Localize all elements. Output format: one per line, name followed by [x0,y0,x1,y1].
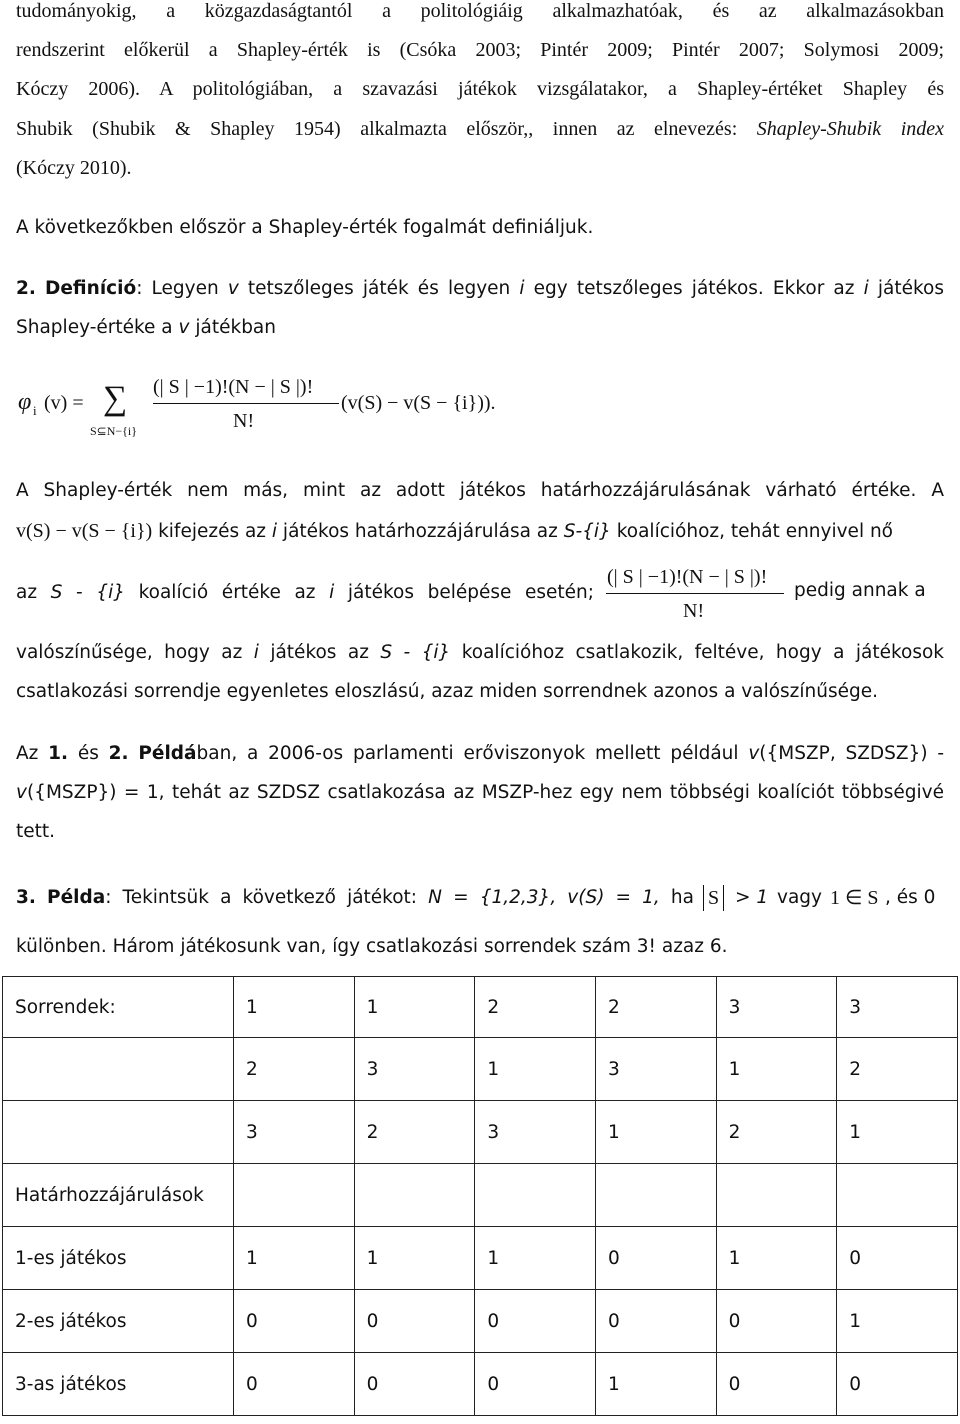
table-cell: 2-es játékos [3,1290,234,1353]
table-cell [234,1164,355,1227]
text-span: Shapley-értéke a [16,317,179,338]
p1-line-2: rendszerint előkerül a Shapley-érték is (Csóka 2003; Pintér 2009; Pintér 2007; Solymosi 2009; [16,39,944,61]
text-span: játékos [868,278,944,299]
index-name: Shapley-Shubik index [756,118,945,140]
greater-than-one: > 1 [735,887,769,908]
formula-rest: (v(S) − v(S − {i})). [341,392,496,414]
table-cell: 0 [234,1290,355,1353]
table-cell: 1-es játékos [3,1227,234,1290]
inline-expression: v(S) − v(S − {i}) [16,520,153,542]
table-cell: 0 [716,1353,837,1416]
fraction2-numerator: (| S | −1)!(N − | S |)! [607,566,768,588]
fraction-bar [153,403,339,404]
var-i: i [271,521,278,542]
text-and-zero: , és 0 [885,887,936,908]
phi-subscript: i [33,403,37,418]
table-cell: 1 [595,1353,716,1416]
bold-ref: 1. [48,743,69,764]
table-cell: 1 [354,977,475,1038]
definition-line-1 [16,276,944,302]
example-title: Példa [47,887,106,908]
table-cell: 3 [837,977,958,1038]
var-i: i [253,642,259,663]
text-span: ban, a 2006-os parlamenti erőviszonyok mellett például [196,743,749,764]
table-cell: 3 [234,1101,355,1164]
var-i: i [519,278,525,299]
table-cell: 3-as játékos [3,1353,234,1416]
table-cell: 0 [354,1290,475,1353]
table-cell: 3 [595,1038,716,1101]
text-span: : Tekintsük a következő játékot: [105,887,429,908]
bold-ref: Példá [138,743,197,764]
fraction-numerator: (| S | −1)!(N − | S |)! [153,376,314,398]
table-cell [354,1164,475,1227]
fraction2-denominator: N! [683,600,705,622]
table-cell: 2 [716,1101,837,1164]
table-cell [595,1164,716,1227]
text-or: vagy [777,887,822,908]
sum-subscript: S⊆N−{i} [90,424,138,438]
var-v: v [227,278,239,299]
p3-line-3 [16,580,594,606]
var-S: S [50,582,63,603]
text-span: játékos az [258,642,381,663]
set-i: {i} [96,582,125,603]
text-span: játékban [189,317,276,338]
table-cell: 2 [234,1038,355,1101]
text-span: ({MSZP, SZDSZ}) - [759,743,945,764]
coalition: S - {i} [380,642,451,663]
game-definition: N = {1,2,3}, v(S) = 1, [428,887,660,908]
var-i: i [863,278,869,299]
text-span: valószínűsége, hogy az [16,642,254,663]
var-v: v [178,317,190,338]
p3-line-2 [16,518,944,545]
p4-line-3: tett. [16,821,56,842]
text-span: játékos határhozzájárulása az [277,521,564,542]
text-span: játékos belépése esetén; [334,582,595,603]
example-line-1 [16,885,694,911]
text-span: - [62,582,97,603]
text-span: : Legyen [136,278,228,299]
fraction2-bar [606,593,784,594]
definition-title: Definíció [45,278,137,299]
coalition: S-{i} [563,521,611,542]
bold-ref: 2. [108,743,129,764]
table-row [3,977,958,1038]
p3-line-4 [16,640,944,666]
text-span: az [16,582,51,603]
table-cell: 0 [595,1290,716,1353]
table-row [3,1164,958,1227]
phi-symbol: φ [18,389,32,415]
var-v: v [748,743,760,764]
table-cell: 0 [475,1353,596,1416]
text-span: Shubik (Shubik & Shapley 1954) alkalmazta először,, innen az elnevezés: [16,118,757,140]
abs-S: S [703,885,724,911]
sum-symbol: ∑ [103,380,128,417]
table-cell: 2 [475,977,596,1038]
definition-number: 2. [16,278,36,299]
table-cell: 1 [716,1038,837,1101]
table-cell: 1 [475,1038,596,1101]
table-cell: 0 [837,1353,958,1416]
example-line-2: különben. Három játékosunk van, így csatlakozási sorrendek szám 3! azaz 6. [16,936,728,957]
table-row [3,1101,958,1164]
table-cell: 0 [837,1227,958,1290]
table-row [3,1353,958,1416]
table-cell: 3 [475,1101,596,1164]
table-cell [716,1164,837,1227]
var-v: v [16,782,27,803]
p3-line-1: A Shapley-érték nem más, mint az adott játékos határhozzájárulásának várható értéke. A [16,480,944,501]
table-cell: 1 [837,1290,958,1353]
table-cell: 2 [354,1101,475,1164]
text-span: ({MSZP}) = 1, tehát az SZDSZ csatlakozása az MSZP-hez egy nem többségi koalíciót többségivé [26,782,944,803]
table-cell: 1 [595,1101,716,1164]
p3-line-5: csatlakozási sorrendje egyenletes eloszlású, azaz miden sorrendnek azonos a valószínűsége. [16,681,879,702]
table-cell: 3 [354,1038,475,1101]
table-row [3,1038,958,1101]
table-cell: 1 [234,1227,355,1290]
table-cell [475,1164,596,1227]
table-cell: 1 [475,1227,596,1290]
text-span: Az [16,743,49,764]
fraction-denominator: N! [233,410,255,432]
table-cell: 1 [234,977,355,1038]
table-cell: Határhozzájárulások [3,1164,234,1227]
table-cell: 2 [595,977,716,1038]
p1-line-5: (Kóczy 2010). [16,157,132,179]
text-span [129,743,139,764]
table-cell [837,1164,958,1227]
table-cell: 1 [354,1227,475,1290]
p1-line-1: tudományokig, a közgazdaságtantól a politológiáig alkalmazhatóak, és az alkalmazásokban [16,0,944,22]
table-row [3,1290,958,1353]
table-cell [3,1038,234,1101]
table-cell: 0 [595,1227,716,1290]
table-cell: 2 [837,1038,958,1101]
text-span: koalícióhoz, tehát ennyivel nő [610,521,894,542]
text-span: és [68,743,109,764]
table-cell: 3 [716,977,837,1038]
p4-line-1 [16,741,944,767]
table-cell: 0 [475,1290,596,1353]
table-row [3,1227,958,1290]
p1-line-4 [16,116,944,142]
example-number: 3. [16,887,36,908]
table-cell [3,1101,234,1164]
table-cell: Sorrendek: [3,977,234,1038]
formula-lhs: (v) = [44,392,84,414]
intro-sentence: A következőkben először a Shapley-érték fogalmát definiáljuk. [16,217,594,238]
table-cell: 0 [234,1353,355,1416]
text-span: koalícióhoz csatlakozik, feltéve, hogy a játékosok [450,642,944,663]
text-span: egy tetszőleges játékos. Ekkor az [524,278,864,299]
text-span: ha [659,887,694,908]
table-cell: 0 [354,1353,475,1416]
table-cell: 1 [837,1101,958,1164]
p1-line-3: Kóczy 2006). A politológiában, a szavazási játékok vizsgálatakor, a Shapley-értéket Shapley és [16,78,944,100]
var-i: i [329,582,335,603]
text-span: kifejezés az [152,521,272,542]
table-cell: 0 [716,1290,837,1353]
contributions-table [2,976,958,1416]
text-span: koalíció értéke az [124,582,330,603]
one-in-S: 1 ∈ S [830,887,879,909]
p4-line-2 [16,780,944,806]
text-span: tetszőleges játék és legyen [238,278,520,299]
definition-line-2 [16,315,944,341]
p3-line-3-tail: pedig annak a [794,580,926,601]
table-cell: 1 [716,1227,837,1290]
